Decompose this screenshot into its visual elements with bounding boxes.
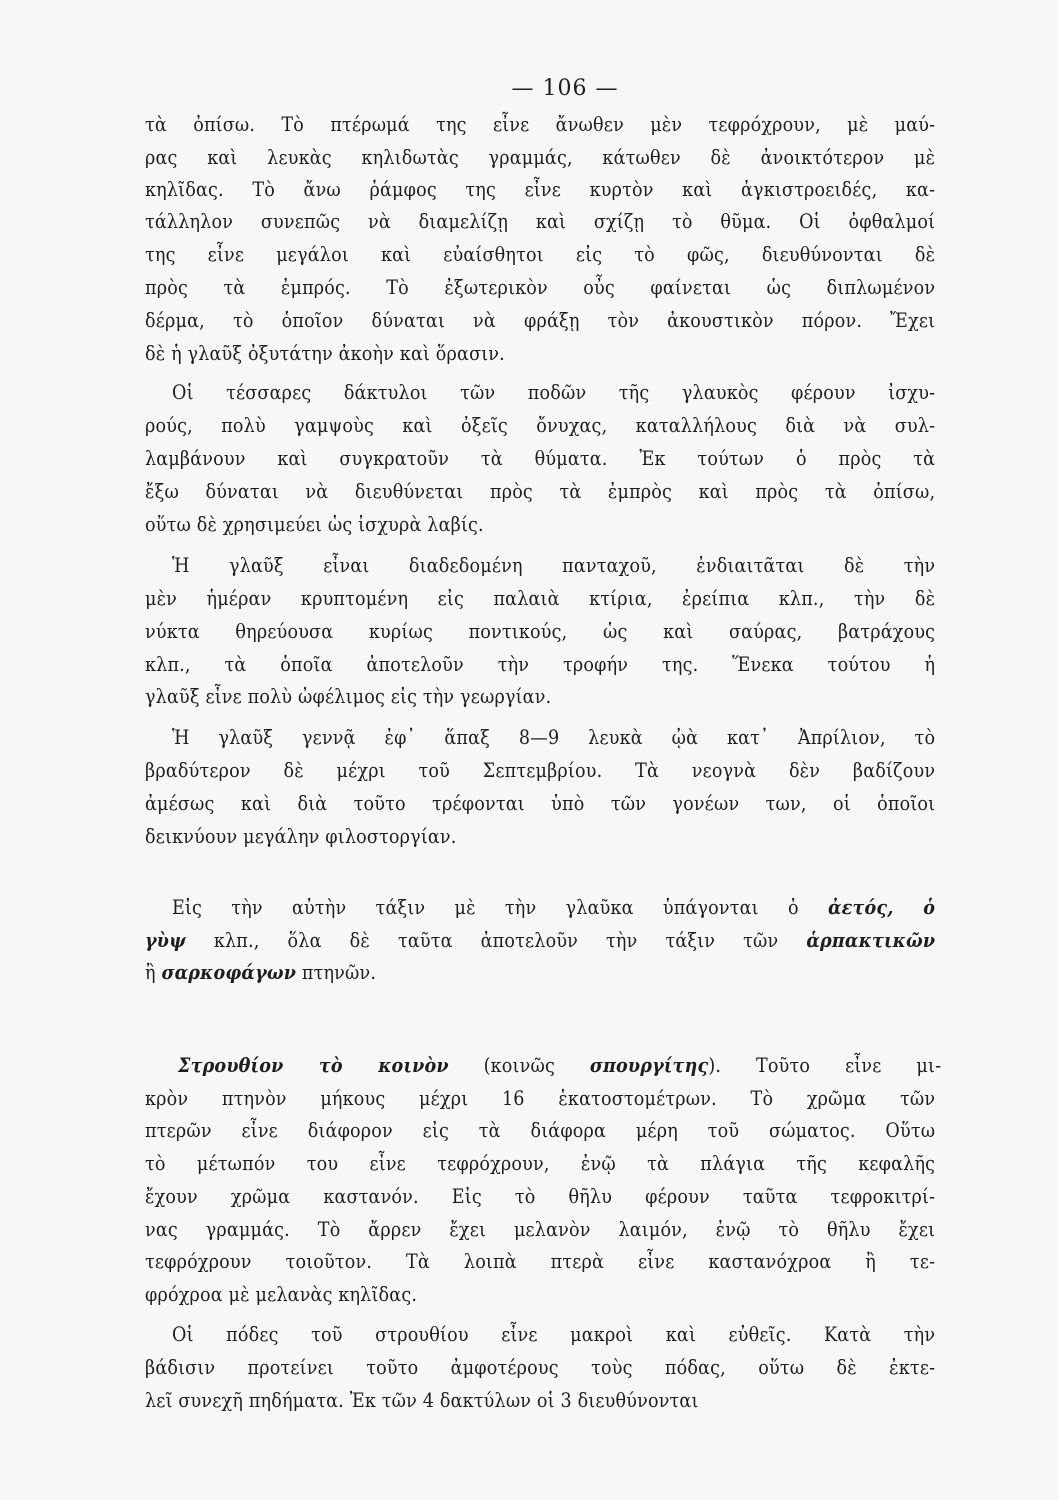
- text-line: [145, 926, 935, 956]
- text-line: [145, 756, 935, 786]
- text-segment: κλπ., τὰ ὁποῖα ἀποτελοῦν τὴν τροφήν της. Ἕνεκα τούτου ἡ: [145, 653, 936, 676]
- text-line: [145, 822, 935, 852]
- text-segment: πτηνῶν.: [296, 961, 377, 984]
- text-segment: κρὸν πτηνὸν μήκους μέχρι 16 ἑκατοστομέτρων. Τὸ χρῶμα τῶν: [145, 1087, 936, 1110]
- text-segment: δὲ ἡ γλαῦξ ὀξυτάτην ἀκοὴν καὶ ὅρασιν.: [145, 342, 505, 365]
- text-segment: λαμβάνουν καὶ συγκρατοῦν τὰ θύματα. Ἐκ τούτων ὁ πρὸς τὰ: [145, 447, 936, 470]
- text-line: [145, 411, 935, 441]
- text-line: [145, 477, 935, 507]
- text-line: [178, 1051, 941, 1081]
- text-line: [172, 378, 935, 408]
- text-segment: φρόχροα μὲ μελανὰς κηλῖδας.: [145, 1283, 418, 1306]
- text-segment: Οἱ τέσσαρες δάκτυλοι τῶν ποδῶν τῆς γλαυκὸς φέρουν ἰσχυ-: [172, 381, 936, 404]
- text-segment: νύκτα θηρεύουσα κυρίως ποντικούς, ὡς καὶ σαύρας, βατράχους: [145, 620, 936, 643]
- emphasized-term: Στρουθίον τὸ κοινὸν: [178, 1054, 449, 1077]
- page-number: — 106 —: [511, 76, 619, 101]
- text-segment: δεικνύουν μεγάλην φιλοστοργίαν.: [145, 825, 457, 848]
- text-segment: γλαῦξ εἶνε πολὺ ὠφέλιμος εἰς τὴν γεωργίαν.: [145, 685, 552, 708]
- text-segment: πρὸς τὰ ἐμπρός. Τὸ ἐξωτερικὸν οὖς φαίνεται ὡς διπλωμένον: [145, 276, 936, 299]
- text-line: [145, 273, 935, 303]
- text-line: [145, 240, 935, 270]
- text-line: [172, 893, 935, 923]
- text-segment: ἢ: [145, 961, 162, 984]
- text-segment: μὲν ἡμέραν κρυπτομένη εἰς παλαιὰ κτίρια, ἐρείπια κλπ., τὴν δὲ: [145, 587, 936, 610]
- text-segment: ρούς, πολὺ γαμψοὺς καὶ ὀξεῖς ὄνυχας, καταλλήλους διὰ νὰ συλ-: [145, 414, 936, 437]
- text-line: [145, 584, 935, 614]
- text-segment: νας γραμμάς. Τὸ ἄρρεν ἔχει μελανὸν λαιμόν, ἐνῷ τὸ θῆλυ ἔχει: [145, 1218, 936, 1241]
- text-segment: τάλληλον συνεπῶς νὰ διαμελίζῃ καὶ σχίζῃ τὸ θῦμα. Οἱ ὀφθαλμοί: [145, 210, 936, 233]
- text-line: [145, 1215, 935, 1245]
- text-segment: τὸ μέτωπόν του εἶνε τεφρόχρουν, ἐνῷ τὰ πλάγια τῆς κεφαλῆς: [145, 1152, 936, 1175]
- text-line: [172, 723, 935, 753]
- text-line: [145, 143, 935, 173]
- text-line: [145, 339, 935, 369]
- text-line: [172, 1320, 935, 1350]
- text-segment: ρας καὶ λευκὰς κηλιδωτὰς γραμμάς, κάτωθεν δὲ ἀνοικτότερον μὲ: [145, 146, 936, 169]
- text-segment: ἀμέσως καὶ διὰ τοῦτο τρέφονται ὑπὸ τῶν γονέων των, οἱ ὁποῖοι: [145, 792, 936, 815]
- text-line: [145, 1084, 935, 1114]
- text-segment: πτερῶν εἶνε διάφορον εἰς τὰ διάφορα μέρη τοῦ σώματος. Οὕτω: [145, 1119, 936, 1142]
- text-segment: τεφρόχρουν τοιοῦτον. Τὰ λοιπὰ πτερὰ εἶνε καστανόχροα ἢ τε-: [145, 1250, 936, 1273]
- text-line: [145, 110, 935, 140]
- emphasized-term: σαρκοφάγων: [161, 961, 297, 984]
- text-line: [145, 1386, 935, 1416]
- emphasized-term: ἀετός, ὁ: [827, 896, 936, 919]
- text-segment: λεῖ συνεχῆ πηδήματα. Ἐκ τῶν 4 δακτύλων οἱ 3 διευθύνονται: [145, 1389, 699, 1412]
- text-line: [145, 617, 935, 647]
- text-segment: της εἶνε μεγάλοι καὶ εὐαίσθητοι εἰς τὸ φῶς, διευθύνονται δὲ: [145, 243, 936, 266]
- text-line: [145, 1247, 935, 1277]
- text-segment: τὰ ὀπίσω. Τὸ πτέρωμά της εἶνε ἄνωθεν μὲν τεφρόχρουν, μὲ μαύ-: [145, 113, 936, 136]
- text-segment: Οἱ πόδες τοῦ στρουθίου εἶνε μακροὶ καὶ εὐθεῖς. Κατὰ τὴν: [172, 1323, 936, 1346]
- text-segment: Εἰς τὴν αὐτὴν τάξιν μὲ τὴν γλαῦκα ὑπάγονται ὁ: [172, 896, 828, 919]
- emphasized-term: ἁρπακτικῶν: [806, 929, 936, 952]
- text-segment: κλπ., ὅλα δὲ ταῦτα ἀποτελοῦν τὴν τάξιν τῶν: [185, 929, 807, 952]
- text-segment: ἔχουν χρῶμα καστανόν. Εἰς τὸ θῆλυ φέρουν ταῦτα τεφροκιτρί-: [145, 1185, 936, 1208]
- text-segment: Ἡ γλαῦξ γεννᾷ ἐφ᾽ ἅπαξ 8—9 λευκὰ ᾠὰ κατ᾽ Ἀπρίλιον, τὸ: [172, 726, 936, 749]
- emphasized-term: γὺψ: [145, 929, 186, 952]
- text-line: [145, 650, 935, 680]
- text-segment: ἔξω δύναται νὰ διευθύνεται πρὸς τὰ ἐμπρὸς καὶ πρὸς τὰ ὀπίσω,: [145, 480, 936, 503]
- text-line: [145, 175, 935, 205]
- emphasized-term: σπουργίτης: [589, 1054, 709, 1077]
- text-segment: ). Τοῦτο εἶνε μι-: [708, 1054, 942, 1077]
- text-line: [145, 207, 935, 237]
- text-line: [145, 1280, 935, 1310]
- text-line: [145, 1353, 935, 1383]
- text-line: [145, 1182, 935, 1212]
- text-line: [145, 1116, 935, 1146]
- text-line: [145, 510, 935, 540]
- text-line: [145, 958, 935, 988]
- text-segment: Ἡ γλαῦξ εἶναι διαδεδομένη πανταχοῦ, ἐνδιαιτᾶται δὲ τὴν: [172, 554, 936, 577]
- text-line: [145, 444, 935, 474]
- text-line: [172, 551, 935, 581]
- text-line: [145, 306, 935, 336]
- text-segment: βραδύτερον δὲ μέχρι τοῦ Σεπτεμβρίου. Τὰ νεογνὰ δὲν βαδίζουν: [145, 759, 936, 782]
- text-segment: (κοινῶς: [448, 1054, 590, 1077]
- text-segment: δέρμα, τὸ ὁποῖον δύναται νὰ φράξῃ τὸν ἀκουστικὸν πόρον. Ἔχει: [145, 309, 936, 332]
- text-segment: κηλῖδας. Τὸ ἄνω ῥάμφος της εἶνε κυρτὸν καὶ ἀγκιστροειδές, κα-: [145, 178, 936, 201]
- text-line: [145, 789, 935, 819]
- text-segment: βάδισιν προτείνει τοῦτο ἀμφοτέρους τοὺς πόδας, οὕτω δὲ ἐκτε-: [145, 1356, 936, 1379]
- text-line: [145, 682, 935, 712]
- text-segment: οὕτω δὲ χρησιμεύει ὡς ἰσχυρὰ λαβίς.: [145, 513, 484, 536]
- text-line: [145, 1149, 935, 1179]
